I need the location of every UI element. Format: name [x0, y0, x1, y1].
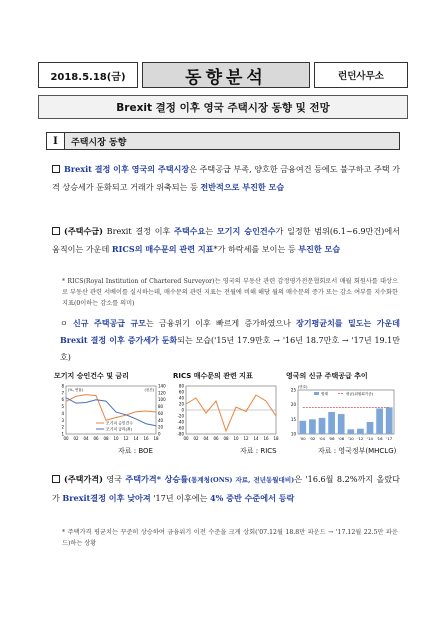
p2-key-1: 주택수요	[174, 226, 206, 236]
y2-tick-label: 80	[158, 404, 164, 410]
y-tick-label: -80	[177, 431, 184, 437]
x-tick-label: '12	[357, 436, 364, 441]
y-tick-label: 1	[61, 431, 64, 437]
p3-text-3: '17년 이후에는	[150, 493, 211, 503]
y2-tick-label: 0	[158, 431, 161, 437]
p3-tag: (주택가격)	[64, 474, 103, 484]
x-tick-label: 14	[253, 436, 259, 441]
p2-key-4: 부진한 모습	[298, 244, 341, 254]
x-tick-label: '00	[299, 436, 306, 441]
x-tick-label: 12	[243, 436, 249, 441]
bullet-mark: ㅇ	[60, 319, 68, 328]
paragraph-prices	[52, 470, 400, 507]
section-number: I	[47, 133, 65, 149]
p3-key-1b: (통계청(ONS) 자료, 전년동월대비)	[188, 476, 295, 484]
footnote-price-avg: * 주택가격 평균치는 꾸준히 상승하여 금융위기 이전 수준을 크게 상회('07.12월 18.8만 파운드 → '17.12월 22.5만 파운드)하는 상황	[62, 529, 398, 547]
y-tick-label: 10	[290, 431, 296, 437]
checkbox-square-icon	[52, 227, 60, 235]
x-tick-label: '17	[386, 436, 393, 441]
p3-text-1: 영국	[102, 474, 126, 484]
p2-text-2: 는	[205, 226, 217, 236]
x-tick-label: 02	[73, 436, 79, 441]
bullet-text-1: 는 금융위기 이후 빠르게 증가하였으나	[145, 319, 297, 328]
y-tick-label: 5	[61, 404, 64, 410]
bar-housing-supply	[367, 422, 374, 434]
bullet-new-supply	[60, 315, 400, 366]
x-tick-label: 00	[63, 436, 69, 441]
y-tick-label: 60	[178, 389, 184, 395]
bar-housing-supply	[357, 429, 364, 434]
footnote-rics: * RICS(Royal Institution of Chartered Surveyor)는 영국의 부동산 관련 감정평가전문협회로서 매월 회원사를 대상으로 부동산 관련 서베이를 실시하는데, 매수문의 관련 지표는 전월에 비해 해당 월의 매수문의 증가 또는 감소 여부를 지수화한 지표(0이하는 감소를 의미)	[62, 278, 398, 307]
legend-label-rate: 모기지 금리(좌)	[106, 426, 133, 432]
chart3-title: 영국의 신규 주택공급 추이	[286, 372, 368, 380]
x-tick-label: 16	[143, 436, 149, 441]
p3-text-2: 은 '16.6월 8.2%까지 올랐다가	[52, 474, 400, 503]
bar-housing-supply	[309, 419, 316, 434]
paragraph-overview	[52, 160, 400, 196]
report-type-title: 동향분석	[142, 62, 310, 88]
x-tick-label: 12	[123, 436, 129, 441]
bar-housing-supply	[328, 412, 335, 434]
y-tick-label: 3	[61, 417, 64, 423]
y-tick-label: 0	[181, 407, 184, 413]
y-axis-label: (만호)	[298, 385, 308, 389]
p1-end: 전반적으로 부진한 모습	[200, 182, 285, 192]
x-tick-label: '14	[367, 436, 373, 441]
bar-housing-supply	[347, 429, 354, 434]
y-tick-label: -20	[177, 413, 184, 419]
office-name: 런던사무소	[314, 62, 408, 88]
y-tick-label: 20	[290, 402, 296, 408]
bar-housing-supply	[319, 418, 326, 434]
charts-row	[54, 371, 400, 445]
bullet-key-2: 장기평균치를 밑도는 가운데 Brexit 결정 이후 증가세가 둔화	[60, 318, 400, 345]
y-tick-label: 7	[61, 390, 64, 396]
chart-mortgage	[54, 382, 166, 444]
legend-label-total: 합계	[321, 391, 328, 396]
document-title: Brexit 결정 이후 영국 주택시장 동향 및 전망	[38, 95, 408, 119]
p3-key-1: 주택가격* 상승률	[125, 474, 189, 484]
checkbox-square-icon	[52, 165, 60, 173]
x-tick-label: 18	[153, 436, 159, 441]
bar-housing-supply	[376, 408, 383, 434]
x-tick-label: '08	[338, 436, 345, 441]
p2-text-1: Brexit 결정 이후	[102, 226, 175, 236]
bar-housing-supply	[338, 414, 345, 434]
chart1-source: 자료 : BOE	[118, 447, 153, 455]
p2-tag: (주택수급)	[64, 226, 103, 236]
y2-tick-label: 40	[158, 417, 164, 423]
chart2-title: RICS 매수문의 관련 지표	[173, 372, 253, 380]
y-tick-label: -40	[177, 419, 184, 425]
x-tick-label: '04	[319, 436, 325, 441]
x-tick-label: 02	[193, 436, 199, 441]
y-tick-label: 4	[61, 410, 64, 416]
x-tick-label: 14	[133, 436, 139, 441]
bar-housing-supply	[386, 407, 393, 434]
p1-lead: Brexit 결정 이후 영국의 주택시장	[64, 164, 190, 174]
legend-label-approvals: 모기지 승인건수	[106, 420, 133, 426]
y-tick-label: -60	[177, 425, 184, 431]
p2-key-3: RICS의 매수문의 관련 지표	[111, 244, 214, 254]
legend-swatch-total	[314, 392, 319, 395]
x-tick-label: '10	[347, 436, 354, 441]
y-tick-label: 6	[61, 397, 64, 403]
x-tick-label: 00	[183, 436, 189, 441]
p3-key-3: 4% 중반 수준에서 등락	[210, 493, 295, 503]
p1-mid: 은 주택공급 부족, 양호한 금융여건 등에도 불구하고 주택 가격 상승세가 둔화되고 거래가 위축되는 등	[52, 164, 401, 192]
x-tick-label: '16	[376, 436, 383, 441]
x-tick-label: 04	[203, 436, 209, 441]
y2-tick-label: 60	[158, 410, 164, 416]
p2-text-4: *가 하락세를 보이는 등	[213, 244, 299, 254]
y-tick-label: 15	[290, 416, 296, 422]
bullet-text-2: 되는 모습('15년 17.9만호 → '16년 18.7만호 → '17년 19.1만호)	[60, 336, 400, 362]
bullet-key-1: 신규 주택공급 규모	[73, 318, 146, 328]
y2-tick-label: 100	[158, 397, 166, 403]
p3-key-2: Brexit결정 이후 낮아져	[62, 493, 151, 503]
x-tick-label: 06	[213, 436, 219, 441]
x-tick-label: 08	[223, 436, 229, 441]
y-tick-label: 25	[290, 387, 296, 393]
checkbox-square-icon	[52, 475, 60, 483]
y-tick-label: 8	[61, 383, 64, 389]
p2-text-3: 가 일정한 범위(6.1~6.9만건)에서 움직이는 가운데	[52, 226, 400, 254]
chart1-title: 모기지 승인건수 및 금리	[54, 372, 129, 380]
x-tick-label: 06	[93, 436, 99, 441]
y-tick-label: 20	[178, 401, 184, 407]
chart-housing-supply	[286, 382, 400, 444]
chart2-source: 자료 : RICS	[240, 447, 277, 455]
y-tick-label: 2	[61, 424, 64, 430]
x-tick-label: 16	[263, 436, 269, 441]
header	[38, 62, 408, 88]
y2-tick-label: 120	[158, 390, 166, 396]
section-header	[46, 132, 400, 150]
y-axis-label: (%, 연율)	[68, 388, 84, 392]
x-tick-label: 18	[273, 436, 279, 441]
chart3-source: 자료 : 영국정부(MHCLG)	[318, 447, 397, 455]
y2-tick-label: 20	[158, 424, 164, 430]
section-label: 주택시장 동향	[65, 133, 399, 149]
y2-axis-label: (천건)	[144, 388, 154, 392]
p2-key-2: 모기지 승인건수	[216, 226, 276, 236]
y-tick-label: 40	[178, 395, 184, 401]
x-tick-label: '06	[328, 436, 335, 441]
legend-label-average: 평균(위원회기준)	[346, 391, 374, 396]
bar-housing-supply	[299, 421, 306, 434]
paragraph-supply-demand	[52, 222, 400, 258]
report-date: 2018.5.18(금)	[38, 62, 138, 88]
x-tick-label: 08	[103, 436, 109, 441]
x-tick-label: 10	[113, 436, 119, 441]
x-tick-label: '02	[309, 436, 316, 441]
chart-rics	[172, 382, 282, 444]
y2-tick-label: 140	[158, 383, 166, 389]
y-tick-label: 80	[178, 383, 184, 389]
x-tick-label: 10	[233, 436, 239, 441]
x-tick-label: 04	[83, 436, 89, 441]
